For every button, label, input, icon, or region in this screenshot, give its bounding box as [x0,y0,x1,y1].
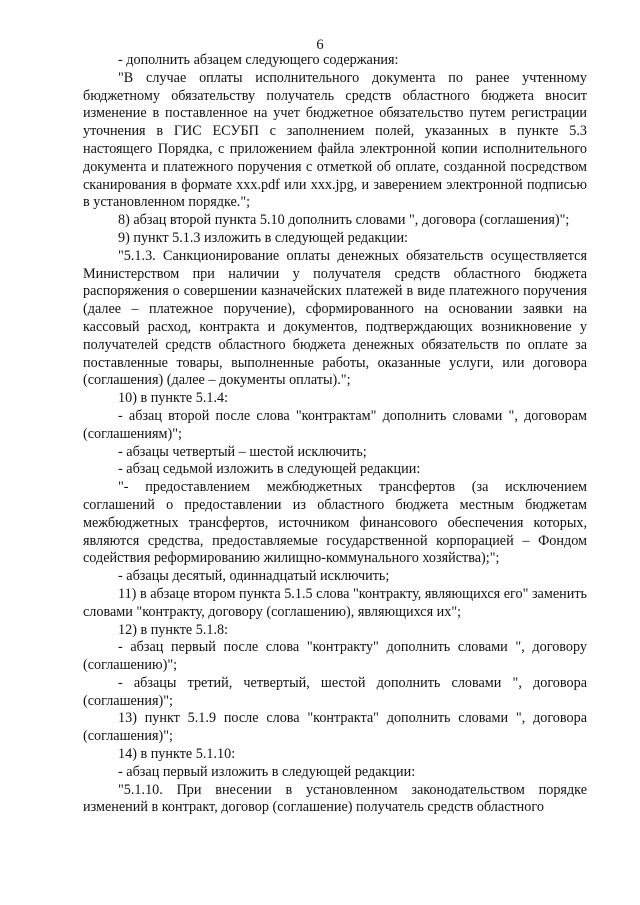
page-number: 6 [316,37,324,53]
paragraph: - абзац седьмой изложить в следующей редакции: [118,461,421,478]
paragraph: "- предоставлением межбюджетных трансфертов (за исключением соглашений о предоставлении из областного бюджета местным бюджетам межбюджетных трансфертов, источником финансового обеспечения которых, являются средства, предоставляемые государственной корпорацией – Фондом содействия реформированию жилищно-коммунального хозяйства);"; [83,479,587,567]
paragraph: 14) в пункте 5.1.10: [118,746,236,763]
paragraph: - абзацы третий, четвертый, шестой дополнить словами ", договора (соглашения)"; [83,674,587,709]
paragraph: 10) в пункте 5.1.4: [118,390,229,407]
paragraph: 13) пункт 5.1.9 после слова "контракта" дополнить словами ", договора (соглашения)"; [83,710,587,745]
paragraph: "5.1.3. Санкционирование оплаты денежных обязательств осуществляется Министерством при наличии у получателя средств областного бюджета распоряжения о совершении казначейских платежей в виде платежного поручения (далее – платежное поручение), сформированного на основании заявки на кассовый расход, контракта и документов, подтверждающих возникновение у получателей средств областного бюджета денежных обязательств по оплате за поставленные товары, выполненные работы, оказанные услуги, или договора (соглашения) (далее – документы оплаты)."; [83,247,587,389]
paragraph: - абзацы десятый, одиннадцатый исключить; [118,568,390,585]
paragraph: - абзацы четвертый – шестой исключить; [118,443,367,460]
paragraph: 9) пункт 5.1.3 изложить в следующей редакции: [118,229,408,246]
paragraph: - дополнить абзацем следующего содержания: [118,52,399,68]
paragraph: "В случае оплаты исполнительного документа по ранее учтенному бюджетному обязательству получатель средств областного бюджета вносит изменение в поставленное на учет бюджетное обязательство путем регистрации уточнения в ГИС ЕСУБП с заполнением полей, указанных в пункте 5.3 настоящего Порядка, с приложением файла электронной копии исполнительного документа и платежного поручения с отметкой об оплате, созданной посредством сканирования в формате xxx.pdf или xxx.jpg, и заверением электронной подписью в установленном порядке."; [83,69,587,211]
paragraph: 12) в пункте 5.1.8: [118,621,229,638]
paragraph: - абзац первый изложить в следующей редакции: [118,763,416,780]
paragraph: "5.1.10. При внесении в установленном законодательством порядке изменений в контракт, договор (соглашение) получатель средств областного [83,781,587,816]
document-body [83,52,587,817]
paragraph: - абзац второй после слова "контрактам" дополнить словами ", договорам (соглашениям)"; [83,407,587,442]
paragraph: 8) абзац второй пункта 5.10 дополнить словами ", договора (соглашения)"; [118,212,570,229]
paragraph: 11) в абзаце втором пункта 5.1.5 слова "контракту, являющихся его" заменить словами "контракту, договору (соглашению), являющихся их"; [83,585,587,620]
paragraph: - абзац первый после слова "контракту" дополнить словами ", договору (соглашению)"; [83,639,587,674]
